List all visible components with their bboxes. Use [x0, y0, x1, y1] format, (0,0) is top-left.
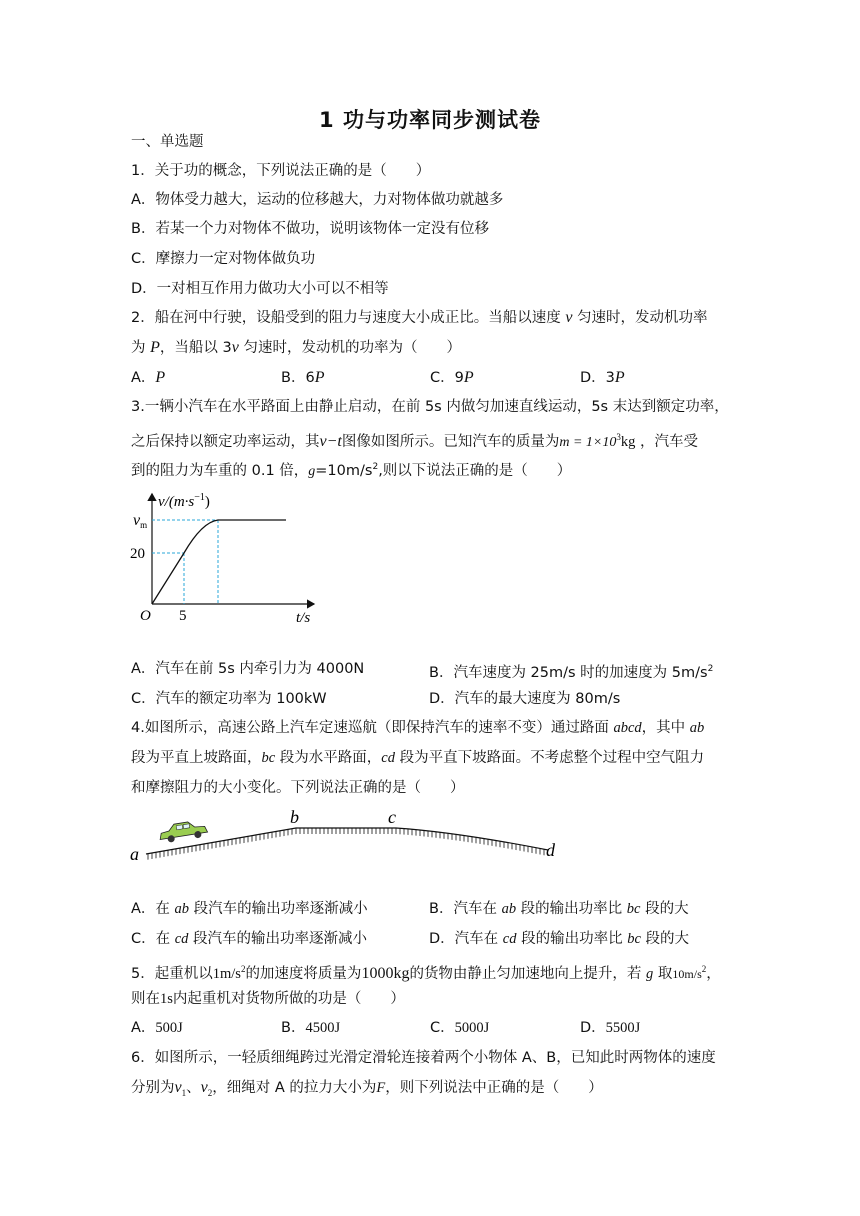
q4-stem-line3: 和摩擦阻力的大小变化。下列说法正确的是（ ） — [131, 780, 465, 796]
q4-option-d: D．汽车在 cd 段的输出功率比 bc 段的大 — [429, 931, 689, 947]
q5-option-a: A．500J — [131, 1020, 183, 1036]
q2-option-c: C．9P — [430, 369, 474, 386]
q3-option-c: C．汽车的额定功率为 100kW — [131, 691, 327, 707]
q3-stem-line3: 到的阻力为车重的 0.1 倍，$g=10m/s^2$,则以下说法正确的是（ ） — [131, 462, 572, 479]
q5-stem-line1: 5．起重机以$1m/s^2$的加速度将质量为1000kg的货物由静止匀加速地向上提升，若 g 取$10m/s^2$， — [131, 964, 721, 982]
q3-option-b: B．汽车速度为 25m/s 时的加速度为 $5m/s^2$ — [429, 664, 714, 681]
q3-option-d: D．汽车的最大速度为 80m/s — [429, 691, 621, 707]
q6-stem-line1: 6．如图所示，一轻质细绳跨过光滑定滑轮连接着两个小物体 A、B，已知此时两物体的速度 — [131, 1050, 716, 1066]
q2-option-d: D．3P — [580, 369, 625, 386]
q1-option-d: D．一对相互作用力做功大小可以不相等 — [131, 281, 389, 297]
xlabel: t/s — [296, 610, 311, 626]
q1-option-b: B．若某一个力对物体不做功，说明该物体一定没有位移 — [131, 221, 489, 237]
q2-stem-line2: 为 P，当船以 3v 匀速时，发动机的功率为（ ） — [131, 339, 461, 356]
q2-option-a: A．P — [131, 369, 166, 386]
q6-stem-line2: 分别为$v_1$、$v_2$，细绳对 A 的拉力大小为F，则下列说法中正确的是（ ） — [131, 1079, 603, 1098]
car-icon — [158, 819, 208, 844]
q3-stem-line2: 之后保持以额定功率运动，其v−t图像如图所示。已知汽车的质量为$m = 1\times 10^3kg$ ，汽车受 — [131, 432, 698, 450]
y20-label: 20 — [130, 546, 145, 562]
q4-option-c: C．在 cd 段汽车的输出功率逐渐减小 — [131, 931, 368, 947]
q5-option-d: D．5500J — [580, 1020, 641, 1036]
q3-stem-line1: 3.一辆小汽车在水平路面上由静止启动，在前 5s 内做匀加速直线运动，5s 末达到额定功率， — [131, 399, 729, 415]
origin-label: O — [140, 608, 151, 624]
q2-option-b: B．6P — [281, 369, 325, 386]
point-a: a — [130, 844, 139, 864]
road-figure — [126, 804, 566, 866]
q1-stem: 1．关于功的概念，下列说法正确的是（ ） — [131, 163, 431, 179]
road-hatch — [146, 828, 548, 860]
point-d: d — [546, 840, 555, 860]
q1-option-c: C．摩擦力一定对物体做负功 — [131, 251, 316, 267]
q5-stem-line2: 则在1s内起重机对货物所做的功是（ ） — [131, 991, 405, 1007]
vm-label: vm — [133, 512, 148, 530]
x5-label: 5 — [179, 608, 187, 624]
q1-option-a: A．物体受力越大，运动的位移越大，力对物体做功就越多 — [131, 192, 504, 208]
q2-stem-line1: 2．船在河中行驶，设船受到的阻力与速度大小成正比。当船以速度 v 匀速时，发动机功率 — [131, 309, 708, 326]
section-heading: 一、单选题 — [131, 134, 204, 150]
q4-stem-line1: 4.如图所示，高速公路上汽车定速巡航（即保持汽车的速率不变）通过路面 abcd，其中 ab — [131, 720, 705, 736]
vt-graph — [126, 486, 326, 626]
ylabel: $v/(m\cdot s^{-1})$ — [158, 492, 210, 510]
q4-stem-line2: 段为平直上坡路面，bc 段为水平路面，cd 段为平直下坡路面。不考虑整个过程中空气阻力 — [131, 750, 705, 766]
vt-curve — [152, 520, 286, 604]
point-c: c — [388, 807, 396, 827]
point-b: b — [290, 807, 299, 827]
q5-option-b: B．4500J — [281, 1020, 341, 1036]
q5-option-c: C．5000J — [430, 1020, 490, 1036]
q4-option-a: A．在 ab 段汽车的输出功率逐渐减小 — [131, 901, 368, 917]
page-title: 1 功与功率同步测试卷 — [319, 108, 541, 132]
q3-option-a: A．汽车在前 5s 内牵引力为 4000N — [131, 661, 365, 677]
q4-option-b: B．汽车在 ab 段的输出功率比 bc 段的大 — [429, 901, 689, 917]
